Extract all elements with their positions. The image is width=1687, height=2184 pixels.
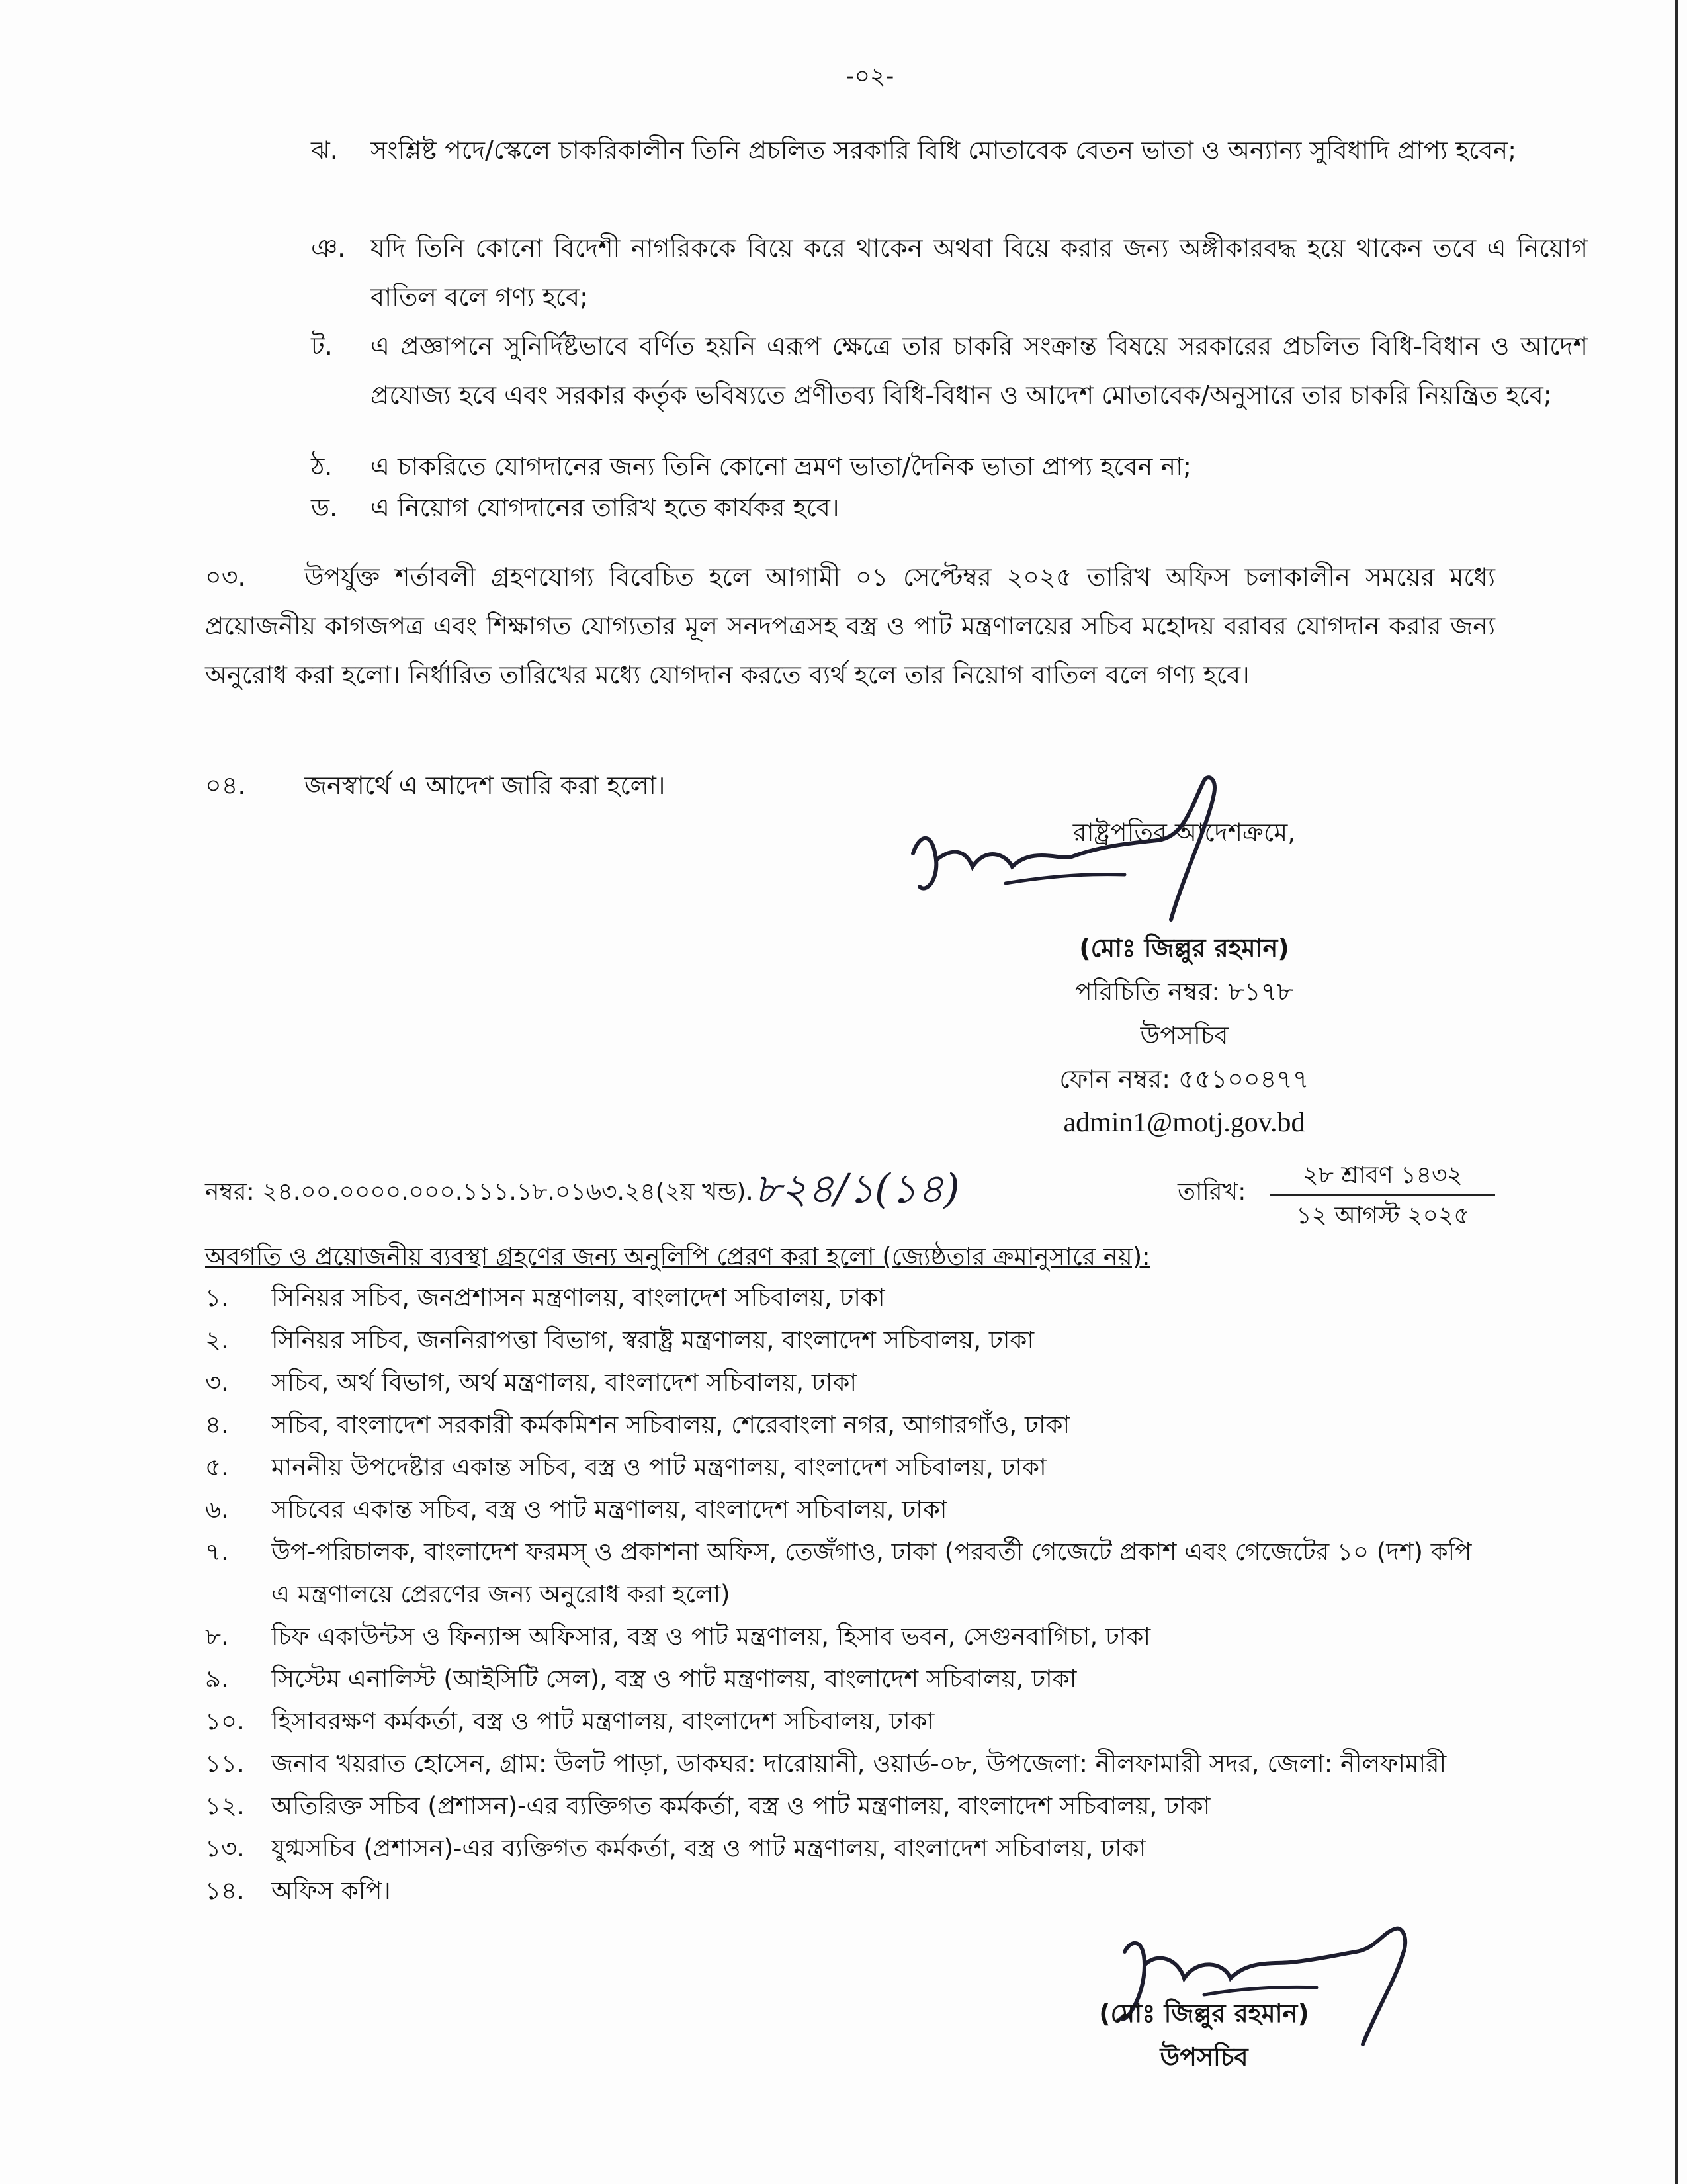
order-line: রাষ্ট্রপতির আদেশক্রমে, — [1072, 818, 1296, 847]
closing-signatory-designation: উপসচিব — [1160, 2042, 1248, 2072]
list-item — [205, 1658, 1495, 1700]
list-item — [205, 1489, 1495, 1531]
scan-edge-line — [1675, 0, 1678, 2184]
list-text: মাননীয় উপদেষ্টার একান্ত সচিব, বস্ত্র ও পাট মন্ত্রণালয়, বাংলাদেশ সচিবালয়, ঢাকা — [271, 1453, 1047, 1481]
closing-signatory — [1025, 1991, 1383, 2079]
clause-marker: ঝ. — [311, 136, 338, 165]
list-text: সিস্টেম এনালিস্ট (আইসিটি সেল), বস্ত্র ও পাট মন্ত্রণালয়, বাংলাদেশ সচিবালয়, ঢাকা — [271, 1665, 1077, 1693]
signatory-id: পরিচিতি নম্বর: ৮১৭৮ — [1075, 977, 1293, 1006]
list-item — [205, 1785, 1495, 1827]
clause-marker: ঞ. — [311, 234, 346, 263]
list-number: ১৩. — [205, 1834, 245, 1862]
clause-text: যদি তিনি কোনো বিদেশী নাগরিককে বিয়ে করে থাকেন অথবা বিয়ে করার জন্য অঙ্গীকারবদ্ধ হয়ে থাকেন তবে এ নিয়োগ বাতিল বলে গণ্য হবে; — [370, 234, 1588, 312]
date-gregorian: ১২ আগস্ট ২০২৫ — [1296, 1202, 1469, 1229]
signatory-details — [979, 926, 1389, 1145]
list-number: ১০. — [205, 1707, 245, 1735]
list-number: ১৪. — [205, 1876, 245, 1905]
closing-signatory-name: (মোঃ জিল্লুর রহমান) — [1099, 1999, 1309, 2028]
signatory-designation: উপসচিব — [1140, 1021, 1229, 1050]
list-number: ২. — [205, 1326, 229, 1354]
memo-number: নম্বর: ২৪.০০.০০০০.০০০.১১১.১৮.০১৬৩.২৪(২য় খন্ড). — [205, 1178, 754, 1205]
paragraph-number: ০৪. — [205, 771, 246, 800]
paragraph-text: উপর্যুক্ত শর্তাবলী গ্রহণযোগ্য বিবেচিত হলে আগামী ০১ সেপ্টেম্বর ২০২৫ তারিখ অফিস চলাকালীন সময়ের মধ্যে প্রয়োজনীয় কাগজপত্র এবং শিক্ষাগত যোগ্যতার মূল সনদপত্রসহ বস্ত্র ও পাট মন্ত্রণালয়ের সচিব মহোদয় বরাবর যোগদান করার জন্য অনুরোধ করা হলো। নির্ধারিত তারিখের মধ্যে যোগদান করতে ব্যর্থ হলে তার নিয়োগ বাতিল বলে গণ্য হবে। — [205, 562, 1495, 689]
clause-da — [311, 483, 1588, 532]
list-number: ৪. — [205, 1411, 229, 1439]
list-item — [205, 1362, 1495, 1404]
clause-text: এ চাকরিতে যোগদানের জন্য তিনি কোনো ভ্রমণ ভাতা/দৈনিক ভাতা প্রাপ্য হবেন না; — [370, 452, 1191, 481]
list-item — [205, 1319, 1495, 1362]
list-number: ১১. — [205, 1749, 245, 1778]
clause-text: এ নিয়োগ যোগদানের তারিখ হতে কার্যকর হবে। — [370, 493, 840, 522]
page-number: -০২- — [845, 63, 894, 90]
list-item — [205, 1277, 1495, 1319]
clause-text: এ প্রজ্ঞাপনে সুনির্দিষ্টভাবে বর্ণিত হয়নি এরূপ ক্ষেত্রে তার চাকরি সংক্রান্ত বিষয়ে সরকারের প্রচলিত বিধি-বিধান ও আদেশ প্রযোজ্য হবে এবং সরকার কর্তৃক ভবিষ্যতে প্রণীতব্য বিধি-বিধান ও আদেশ মোতাবেক/অনুসারে তার চাকরি নিয়ন্ত্রিত হবে; — [370, 331, 1588, 410]
list-text: সিনিয়র সচিব, জননিরাপত্তা বিভাগ, স্বরাষ্ট্র মন্ত্রণালয়, বাংলাদেশ সচিবালয়, ঢাকা — [271, 1326, 1035, 1354]
list-number: ১২. — [205, 1792, 245, 1820]
paragraph-03 — [205, 552, 1495, 699]
list-number: ৫. — [205, 1453, 229, 1481]
list-text: জনাব খয়রাত হোসেন, গ্রাম: উলট পাড়া, ডাকঘর: দারোয়ানী, ওয়ার্ড-০৮, উপজেলা: নীলফামারী সদর, জেলা: নীলফামারী — [271, 1749, 1447, 1778]
memo-handwritten-suffix: ৮২৪/১(১৪) — [754, 1164, 960, 1213]
list-text: উপ-পরিচালক, বাংলাদেশ ফরমস্ ও প্রকাশনা অফিস, তেজঁগাও, ঢাকা (পরবর্তী গেজেটে প্রকাশ এবং গেজেটের ১০ (দশ) কপি এ মন্ত্রণালয়ে প্রেরণের জন্য অনুরোধ করা হলো) — [271, 1538, 1472, 1608]
list-text: অতিরিক্ত সচিব (প্রশাসন)-এর ব্যক্তিগত কর্মকর্তা, বস্ত্র ও পাট মন্ত্রণালয়, বাংলাদেশ সচিবালয়, ঢাকা — [271, 1792, 1211, 1820]
list-item — [205, 1700, 1495, 1743]
date-bangla: ২৮ শ্রাবণ ১৪৩২ — [1270, 1158, 1495, 1196]
list-number: ৮. — [205, 1622, 229, 1651]
cc-heading: অবগতি ও প্রয়োজনীয় ব্যবস্থা গ্রহণের জন্য অনুলিপি প্রেরণ করা হলো (জ্যেষ্ঠতার ক্রমানুসারে নয়): — [205, 1243, 1150, 1271]
list-number: ৩. — [205, 1368, 229, 1397]
clause-jha — [311, 126, 1588, 224]
list-item — [205, 1404, 1495, 1446]
list-item — [205, 1531, 1495, 1616]
list-item — [205, 1743, 1495, 1785]
signatory-email: admin1@motj.gov.bd — [1063, 1108, 1305, 1138]
list-text: চিফ একাউন্টস ও ফিন্যান্স অফিসার, বস্ত্র ও পাট মন্ত্রণালয়, হিসাব ভবন, সেগুনবাগিচা, ঢাকা — [271, 1622, 1151, 1651]
list-item — [205, 1616, 1495, 1658]
clause-marker: ট. — [311, 331, 333, 361]
paragraph-number: ০৩. — [205, 562, 246, 591]
clause-marker: ড. — [311, 493, 338, 522]
signatory-phone: ফোন নম্বর: ৫৫১০০৪৭৭ — [1059, 1065, 1309, 1094]
list-item — [205, 1870, 1495, 1912]
date-label: তারিখ: — [1178, 1178, 1246, 1205]
list-text: সিনিয়র সচিব, জনপ্রশাসন মন্ত্রণালয়, বাংলাদেশ সচিবালয়, ঢাকা — [271, 1284, 885, 1312]
list-text: হিসাবরক্ষণ কর্মকর্তা, বস্ত্র ও পাট মন্ত্রণালয়, বাংলাদেশ সচিবালয়, ঢাকা — [271, 1707, 935, 1735]
list-number: ৯. — [205, 1665, 229, 1693]
cc-list — [205, 1277, 1495, 1912]
list-item — [205, 1827, 1495, 1870]
list-text: যুগ্মসচিব (প্রশাসন)-এর ব্যক্তিগত কর্মকর্তা, বস্ত্র ও পাট মন্ত্রণালয়, বাংলাদেশ সচিবালয়, ঢাকা — [271, 1834, 1146, 1862]
clause-marker: ঠ. — [311, 452, 333, 481]
paragraph-text: জনস্বার্থে এ আদেশ জারি করা হলো। — [304, 771, 666, 800]
list-number: ১. — [205, 1284, 229, 1312]
list-text: অফিস কপি। — [271, 1876, 391, 1905]
list-number: ৬. — [205, 1495, 229, 1524]
list-text: সচিব, বাংলাদেশ সরকারী কর্মকমিশন সচিবালয়, শেরেবাংলা নগর, আগারগাঁও, ঢাকা — [271, 1411, 1070, 1439]
signatory-name: (মোঃ জিল্লুর রহমান) — [1079, 934, 1289, 963]
list-item — [205, 1446, 1495, 1489]
list-text: সচিব, অর্থ বিভাগ, অর্থ মন্ত্রণালয়, বাংলাদেশ সচিবালয়, ঢাকা — [271, 1368, 857, 1397]
handwritten-signature — [873, 767, 1614, 946]
memo-row — [205, 1158, 1495, 1237]
clause-text: সংশ্লিষ্ট পদে/স্কেলে চাকরিকালীন তিনি প্রচলিত সরকারি বিধি মোতাবেক বেতন ভাতা ও অন্যান্য সুবিধাদি প্রাপ্য হবেন; — [370, 136, 1517, 165]
list-number: ৭. — [205, 1538, 229, 1566]
date-box — [1270, 1158, 1495, 1237]
list-text: সচিবের একান্ত সচিব, বস্ত্র ও পাট মন্ত্রণালয়, বাংলাদেশ সচিবালয়, ঢাকা — [271, 1495, 947, 1524]
clause-nya — [311, 224, 1588, 322]
